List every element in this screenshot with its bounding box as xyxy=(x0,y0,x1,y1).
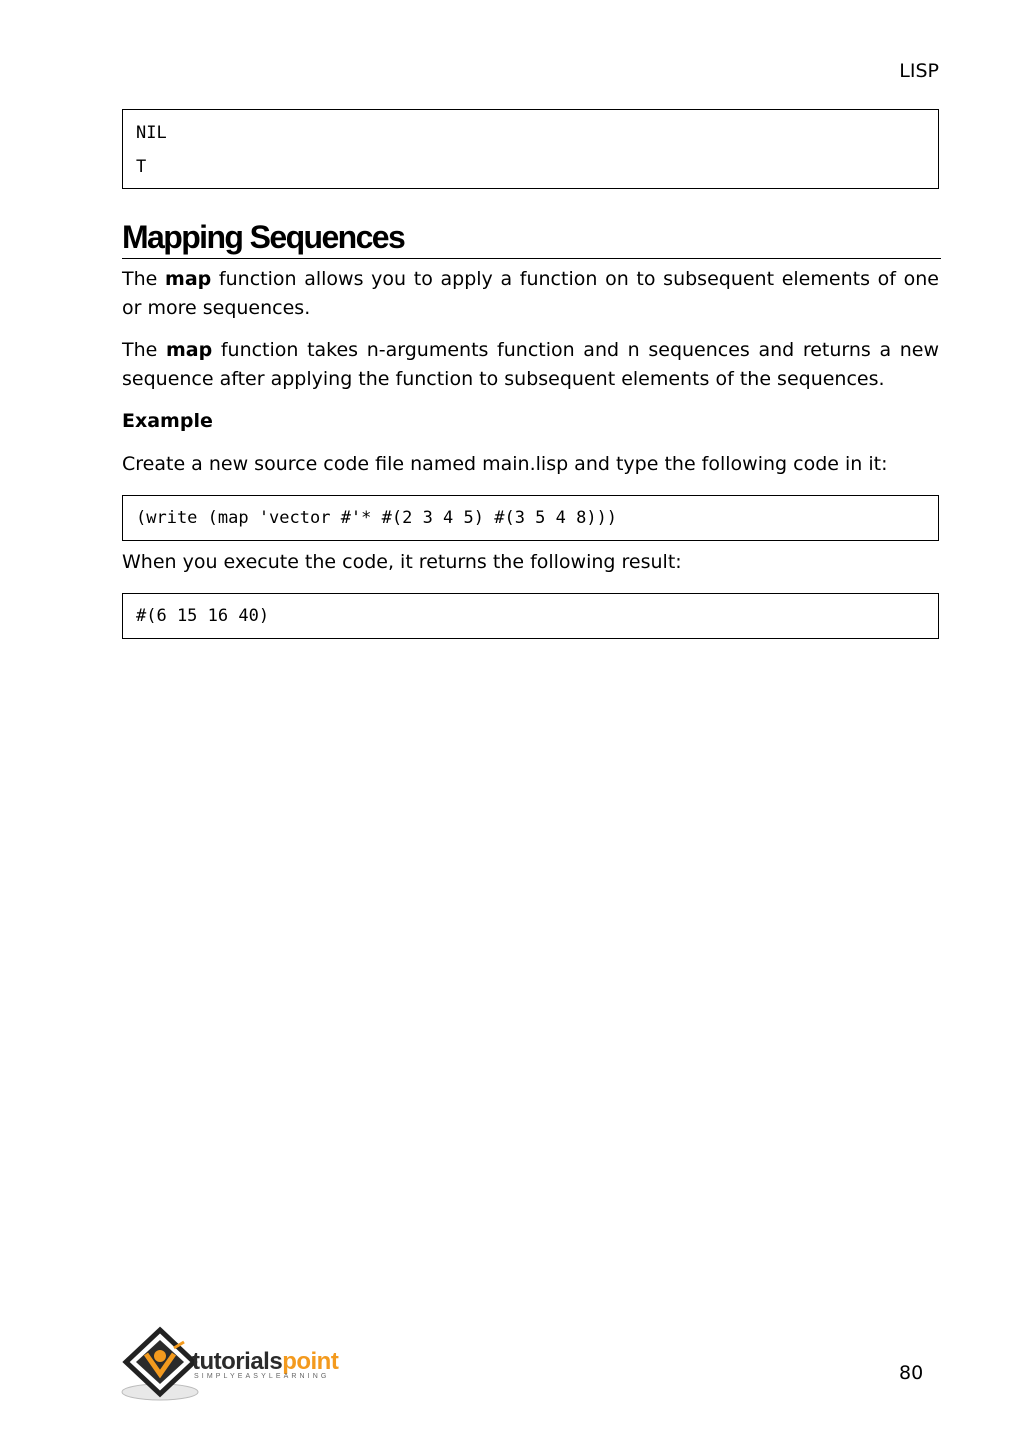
paragraph-map-intro xyxy=(122,265,939,323)
output-line-nil: NIL xyxy=(136,123,167,143)
logo-wordmark xyxy=(192,1348,338,1376)
paragraph-map-details xyxy=(122,336,939,394)
output-block-1 xyxy=(122,109,939,189)
logo-emblem-icon xyxy=(120,1326,200,1406)
example-heading: Example xyxy=(122,410,213,432)
logo-text-accent: point xyxy=(282,1348,339,1375)
p2-pre: The xyxy=(122,339,166,361)
section-title: Mapping Sequences xyxy=(122,218,941,259)
code-line: (write (map 'vector #'* #(2 3 4 5) #(3 5 4 8))) xyxy=(136,508,618,528)
paragraph-result-intro: When you execute the code, it returns the following result: xyxy=(122,551,682,573)
tutorialspoint-logo xyxy=(120,1326,370,1406)
page-number: 80 xyxy=(899,1362,924,1384)
p1-pre: The xyxy=(122,268,166,290)
code-block xyxy=(122,495,939,541)
output-line-result: #(6 15 16 40) xyxy=(136,606,270,626)
logo-tagline: SIMPLYEASYLEARNING xyxy=(194,1373,330,1380)
output-block-2 xyxy=(122,593,939,639)
paragraph-instructions: Create a new source code file named main.lisp and type the following code in it: xyxy=(122,453,888,475)
p1-keyword: map xyxy=(165,268,212,290)
p2-keyword: map xyxy=(165,339,213,361)
p2-post: function takes n-arguments function and n sequences and returns a new sequence after applying the function to subsequent elements of the sequences. xyxy=(122,339,939,390)
logo-text-dark: tutorials xyxy=(192,1348,283,1375)
p1-post: function allows you to apply a function on to subsequent elements of one or more sequences. xyxy=(122,268,939,319)
running-header: LISP xyxy=(899,60,939,82)
output-line-t: T xyxy=(136,157,147,177)
